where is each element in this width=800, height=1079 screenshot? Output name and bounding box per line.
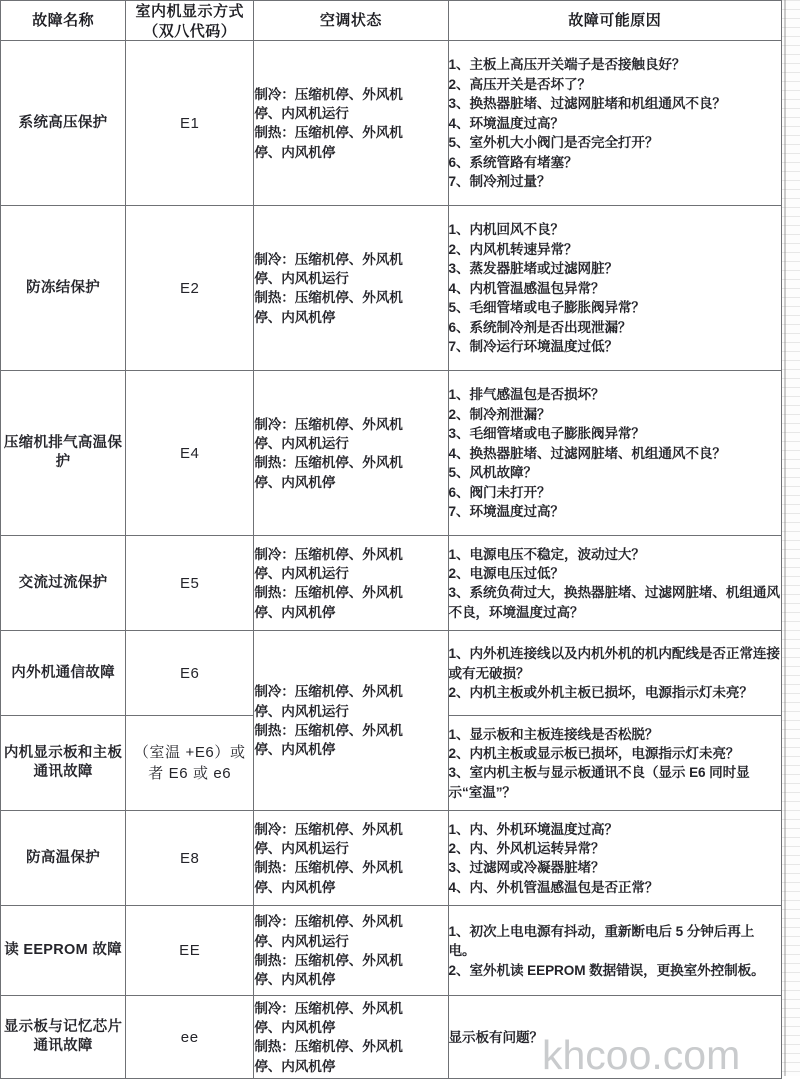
possible-cause-line: 7、环境温度过高？ [448,503,564,519]
table-row [1,371,782,536]
ac-state-line: 制冷：压缩机停、外风机 [254,416,403,432]
cell-fault-name: 防冻结保护 [1,206,126,371]
cell-display-code: （室温 +E6）或者 E6 或 e6 [126,716,254,811]
cell-display-code: E1 [126,41,254,206]
possible-cause-line: 7、制冷运行环境温度过低？ [448,338,618,354]
possible-cause-line: 5、毛细管堵或电子膨胀阀异常？ [448,300,645,316]
ac-state-line: 制冷：压缩机停、外风机 [254,684,403,700]
cell-fault-name: 交流过流保护 [1,536,126,631]
cell-ac-state [254,996,448,1079]
possible-cause-line: 3、蒸发器脏堵或过滤网脏？ [448,261,618,277]
cell-display-code: E6 [126,631,254,716]
table-row [1,906,782,996]
possible-cause-line: 5、风机故障？ [448,465,537,481]
possible-cause-line: 1、排气感温包是否损坏？ [448,387,605,403]
cell-ac-state [254,206,448,371]
column-header-display-code [126,1,254,41]
possible-cause-line: 2、内、外风机运转异常？ [448,840,605,856]
possible-cause-line: 4、内机管温感温包异常？ [448,280,605,296]
ac-state-line: 制热：压缩机停、外风机 [254,952,403,968]
column-header-possible-causes-label: 故障可能原因 [568,11,662,29]
column-header-ac-state-label: 空调状态 [319,11,382,29]
column-header-fault-name [1,1,126,41]
ac-state-line: 停、内风机停 [254,972,336,988]
ac-state-line: 停、内风机停 [254,742,336,758]
scan-edge-line [784,0,786,1076]
possible-cause-line: 3、毛细管堵或电子膨胀阀异常？ [448,426,645,442]
possible-cause-line: 2、制冷剂泄漏？ [448,406,551,422]
possible-cause-line: 5、室外机大小阀门是否完全打开？ [448,135,659,151]
table-header [1,1,782,41]
possible-cause-line: 6、阀门未打开？ [448,484,551,500]
cell-possible-causes [448,536,781,631]
cell-display-code: EE [126,906,254,996]
column-header-ac-state [254,1,448,41]
cell-display-code: E2 [126,206,254,371]
ac-state-line: 制热：压缩机停、外风机 [254,722,403,738]
table-row [1,996,782,1079]
ac-state-line: 制冷：压缩机停、外风机 [254,86,403,102]
possible-cause-line: 1、内、外机环境温度过高？ [448,821,618,837]
ac-state-line: 停、内风机停 [254,309,336,325]
cell-ac-state [254,41,448,206]
possible-cause-line: 6、系统管路有堵塞？ [448,154,578,170]
cell-display-code: E4 [126,371,254,536]
ac-state-line: 制冷：压缩机停、外风机 [254,546,403,562]
ac-state-line: 制热：压缩机停、外风机 [254,290,403,306]
cell-possible-causes [448,371,781,536]
possible-cause-line: 4、内、外机管温感温包是否正常？ [448,879,659,895]
cell-possible-causes [448,811,781,906]
possible-cause-line: 3、室内机主板与显示板通讯不良（显示 E6 同时显示“室温”？ [448,765,750,800]
possible-cause-line: 6、系统制冷剂是否出现泄漏？ [448,319,632,335]
column-header-display-code-sublabel: （双八代码） [143,22,237,40]
ac-state-line: 制冷：压缩机停、外风机 [254,914,403,930]
ac-state-line: 停、内风机运行 [254,703,349,719]
ac-state-line: 停、内风机运行 [254,566,349,582]
cell-ac-state [254,906,448,996]
possible-cause-line: 显示板有问题？ [448,1029,544,1045]
column-header-fault-name-label: 故障名称 [32,11,95,29]
possible-cause-line: 3、系统负荷过大，换热器脏堵、过滤网脏堵、机组通风不良，环境温度过高？ [448,585,780,620]
ac-state-line: 制热：压缩机停、外风机 [254,1039,403,1055]
table-row [1,536,782,631]
ac-state-line: 停、内风机运行 [254,436,349,452]
possible-cause-line: 4、换热器脏堵、过滤网脏堵、机组通风不良？ [448,445,726,461]
ac-state-line: 停、内风机停 [254,1020,336,1036]
ac-state-line: 停、内风机运行 [254,271,349,287]
ac-state-line: 停、内风机停 [254,879,336,895]
cell-fault-name: 系统高压保护 [1,41,126,206]
ac-state-line: 制热：压缩机停、外风机 [254,860,403,876]
ac-state-line: 停、内风机运行 [254,106,349,122]
table-header-row [1,1,782,41]
cell-display-code: E5 [126,536,254,631]
cell-ac-state [254,811,448,906]
ac-state-line: 制热：压缩机停、外风机 [254,585,403,601]
table-body [1,41,782,1079]
possible-cause-line: 3、过滤网或冷凝器脏堵？ [448,860,605,876]
cell-possible-causes [448,206,781,371]
cell-possible-causes [448,41,781,206]
possible-cause-line: 2、内机主板或外机主板已损坏，电源指示灯未亮？ [448,685,753,701]
ac-state-line: 停、内风机停 [254,604,336,620]
cell-possible-causes [448,716,781,811]
cell-ac-state [254,536,448,631]
possible-cause-line: 1、内机回风不良？ [448,222,564,238]
cell-possible-causes [448,996,781,1079]
cell-possible-causes [448,906,781,996]
cell-display-code: E8 [126,811,254,906]
table-row [1,206,782,371]
possible-cause-line: 3、换热器脏堵、过滤网脏堵和机组通风不良？ [448,96,726,112]
ac-state-line: 停、内风机停 [254,144,336,160]
possible-cause-line: 2、内机主板或显示板已损坏，电源指示灯未亮？ [448,745,740,761]
cell-fault-name: 防高温保护 [1,811,126,906]
possible-cause-line: 2、电源电压过低？ [448,565,564,581]
possible-cause-line: 2、室外机读 EEPROM 数据错误，更换室外控制板。 [448,962,765,978]
table-row [1,811,782,906]
column-header-display-code-label: 室内机显示方式 [135,3,244,20]
possible-cause-line: 1、显示板和主板连接线是否松脱？ [448,726,659,742]
cell-ac-state [254,371,448,536]
possible-cause-line: 1、内外机连接线以及内机外机的机内配线是否正常连接或有无破损？ [448,646,780,681]
cell-fault-name: 内外机通信故障 [1,631,126,716]
cell-possible-causes [448,631,781,716]
ac-state-line: 停、内风机运行 [254,933,349,949]
table-row [1,41,782,206]
cell-fault-name: 读 EEPROM 故障 [1,906,126,996]
ac-state-line: 停、内风机停 [254,1058,336,1074]
possible-cause-line: 1、初次上电电源有抖动，重新断电后 5 分钟后再上电。 [448,923,755,959]
scan-edge-artifact [782,0,800,1076]
column-header-possible-causes [448,1,781,41]
table-row [1,631,782,716]
possible-cause-line: 1、主板上高压开关端子是否接触良好？ [448,57,686,73]
ac-state-line: 制热：压缩机停、外风机 [254,125,403,141]
ac-state-line: 制冷：压缩机停、外风机 [254,1000,403,1016]
possible-cause-line: 2、高压开关是否坏了？ [448,76,591,92]
ac-state-line: 制冷：压缩机停、外风机 [254,821,403,837]
possible-cause-line: 7、制冷剂过量？ [448,173,551,189]
ac-state-line: 停、内风机停 [254,474,336,490]
possible-cause-line: 1、电源电压不稳定，波动过大？ [448,546,645,562]
ac-state-line: 制热：压缩机停、外风机 [254,455,403,471]
possible-cause-line: 2、内风机转速异常？ [448,241,578,257]
ac-state-line: 停、内风机运行 [254,841,349,857]
cell-fault-name: 压缩机排气高温保护 [1,371,126,536]
cell-fault-name: 内机显示板和主板通讯故障 [1,716,126,811]
possible-cause-line: 4、环境温度过高？ [448,115,564,131]
cell-fault-name: 显示板与记忆芯片通讯故障 [1,996,126,1079]
site-watermark: khcoo.com [542,1032,741,1078]
cell-display-code: ee [126,996,254,1079]
ac-state-line: 制冷：压缩机停、外风机 [254,251,403,267]
cell-ac-state [254,631,448,811]
